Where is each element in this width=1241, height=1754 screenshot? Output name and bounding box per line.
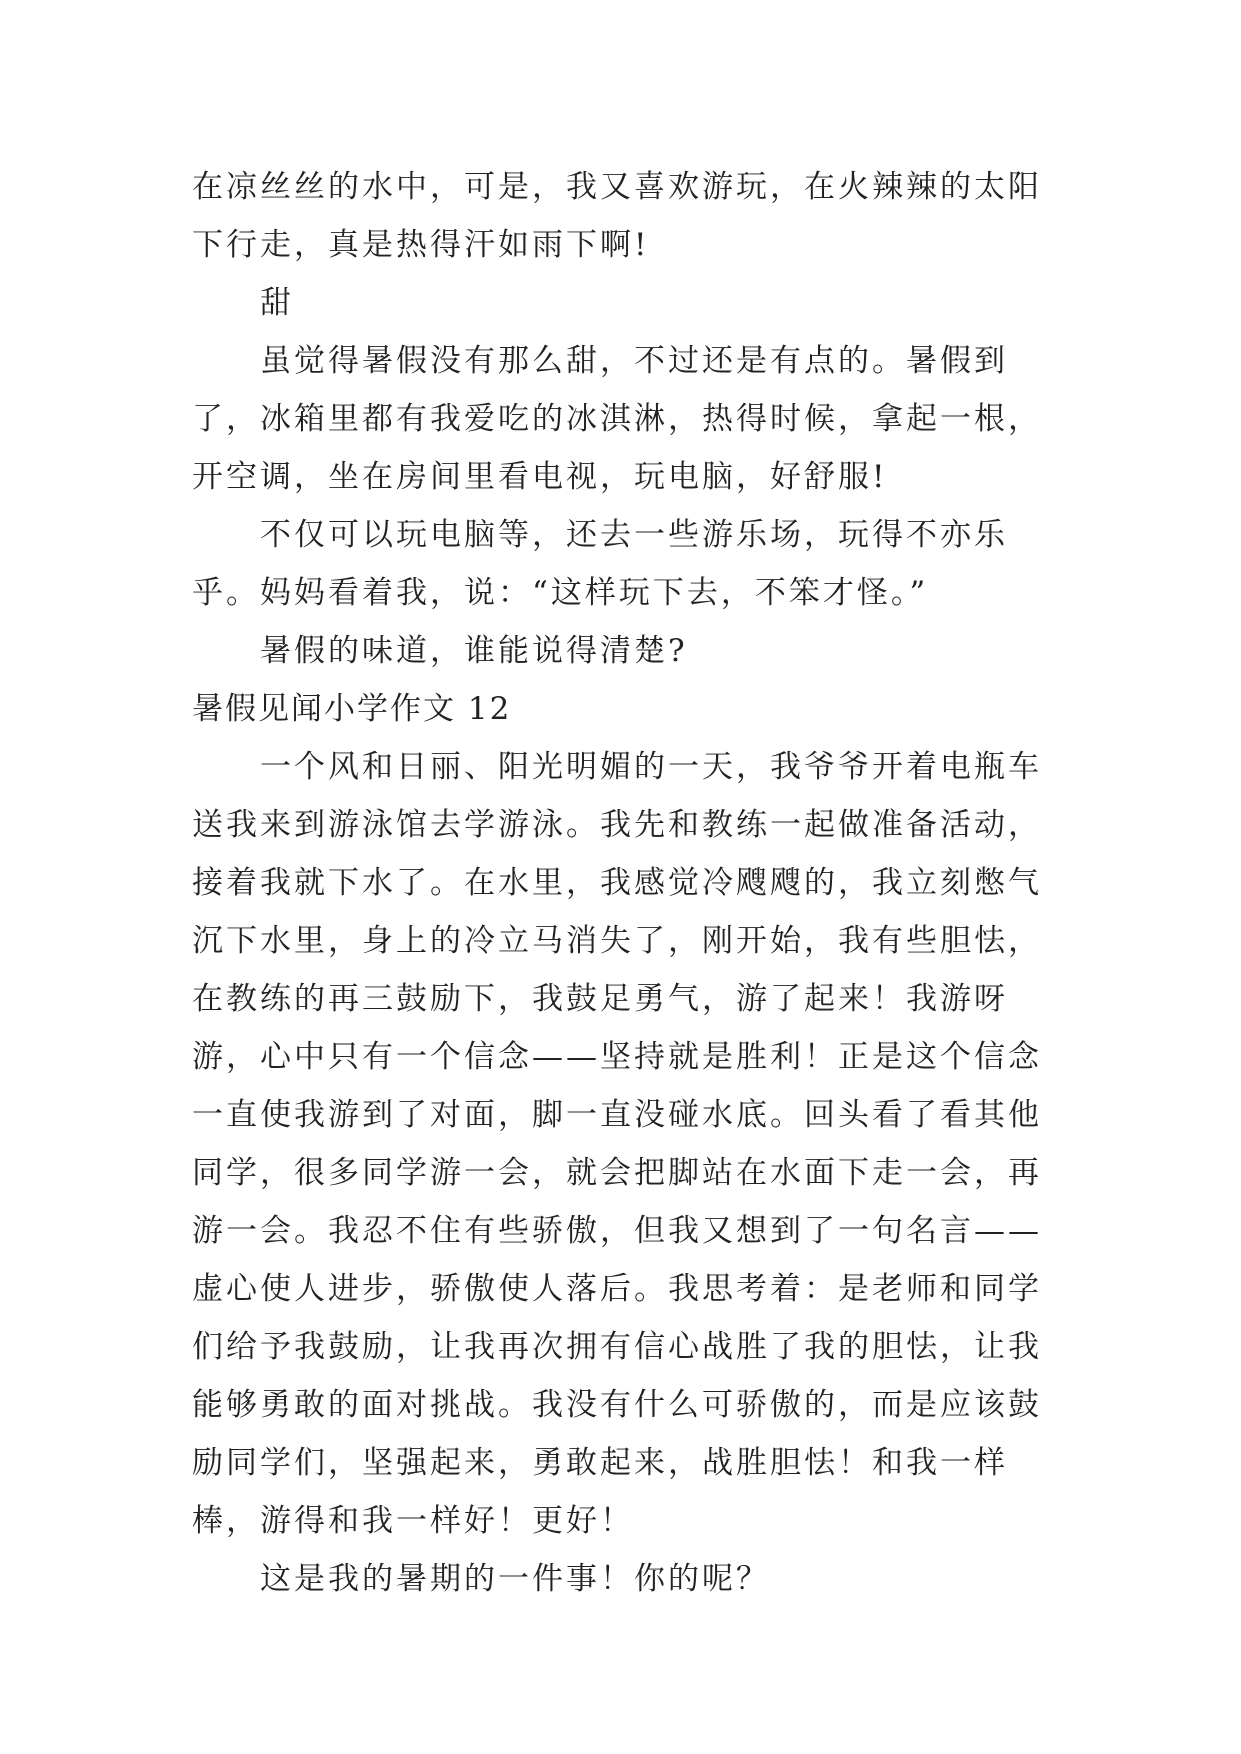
paragraph-continuation: 在凉丝丝的水中，可是，我又喜欢游玩，在火辣辣的太阳下行走，真是热得汗如雨下啊! bbox=[192, 169, 1042, 263]
paragraph-playground: 不仅可以玩电脑等，还去一些游乐场，玩得不亦乐乎。妈妈看着我，说：“这样玩下去，不笨才怪。” bbox=[192, 517, 1008, 611]
section-label-sweet: 甜 bbox=[260, 285, 294, 321]
paragraph-summary: 暑假的味道，谁能说得清楚? bbox=[260, 633, 688, 669]
paragraph-closing: 这是我的暑期的一件事！你的呢？ bbox=[260, 1561, 770, 1597]
paragraph-sweet: 虽觉得暑假没有那么甜，不过还是有点的。暑假到了，冰箱里都有我爱吃的冰淇淋，热得时候，拿起一根，开空调，坐在房间里看电视，玩电脑，好舒服! bbox=[192, 343, 1042, 495]
essay-title: 暑假见闻小学作文 12 bbox=[192, 691, 512, 727]
paragraph-swimming: 一个风和日丽、阳光明媚的一天，我爷爷开着电瓶车送我来到游泳馆去学游泳。我先和教练一起做准备活动，接着我就下水了。在水里，我感觉冷飕飕的，我立刻憋气沉下水里，身上的冷立马消失了，刚开始，我有些胆怯，在教练的再三鼓励下，我鼓足勇气，游了起来！我游呀游，心中只有一个信念——坚持就是胜利！正是这个信念一直使我游到了对面，脚一直没碰水底。回头看了看其他同学，很多同学游一会，就会把脚站在水面下走一会，再游一会。我忍不住有些骄傲，但我又想到了一句名言——虚心使人进步，骄傲使人落后。我思考着：是老师和同学们给予我鼓励，让我再次拥有信心战胜了我的胆怯，让我能够勇敢的面对挑战。我没有什么可骄傲的，而是应该鼓励同学们，坚强起来，勇敢起来，战胜胆怯！和我一样棒，游得和我一样好！更好！ bbox=[192, 749, 1042, 1539]
document-body bbox=[192, 158, 1072, 1608]
